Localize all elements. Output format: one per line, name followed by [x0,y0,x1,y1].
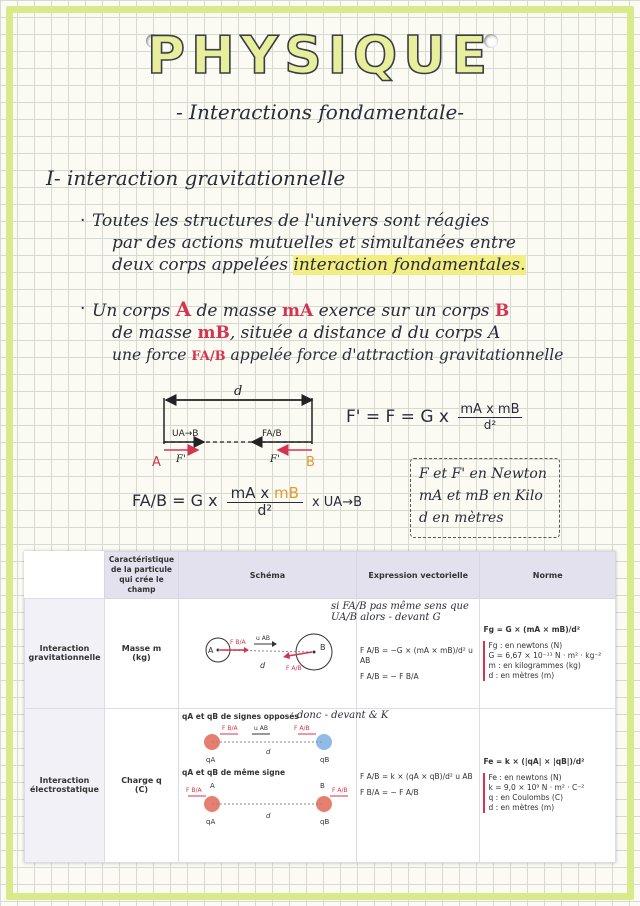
vector-formula-right: x UA→B [311,495,363,510]
schema-a-label: A [207,646,214,656]
schema-d-label: d [259,661,266,671]
table-row [25,708,616,862]
electrostatic-case-same: qA et qB de même signe [181,767,286,777]
row-electrostatic-carac-1: Charge q [121,776,162,786]
vector-formula [132,484,362,519]
bullet-1-line-1: Toutes les structures de l'univers sont réagies [92,211,490,231]
same-qb-label: qB [319,817,330,826]
bullet-2-line-3 [92,344,563,368]
same-fba-label: F B/A [185,786,202,794]
highlighted-term: interaction fondamentales. [293,255,526,275]
electrostatic-case-opposite [181,709,389,722]
electrostatic-schema-opposite [182,722,352,766]
page-subtitle: - Interactions fondamentale- [175,100,465,124]
law-fraction [458,402,521,432]
electrostatic-expr-2: F B/A = − F A/B [359,788,419,798]
bullet-2-line-1 [92,298,563,322]
b2-text-7: appelée force d'attraction gravitationnelle [225,346,564,364]
mass-b-label: mB [197,323,230,343]
point-a-label: A [152,455,161,470]
mass-a-label: mA [282,301,314,321]
b2-text-2: de masse [191,301,283,321]
interactions-table-grid [24,551,616,863]
body-a-label: A [175,297,192,321]
schema-fba-label: F B/A [229,639,246,647]
law-formula [346,402,522,432]
force-label: FA/B [191,349,226,364]
bullet-1-line-3-text: deux corps appelées [112,255,294,275]
gravitation-norme-formula: Fg = G × (mA × mB)/d² [483,625,581,635]
gravitation-fba-arrowhead [244,647,249,653]
row-gravitation-name: Interaction gravitationnelle [25,599,105,709]
vector-numerator-b: mB [273,484,299,502]
electrostatic-case-opposite-text: qA et qB de signes opposés [181,711,299,721]
header-expression: Expression vectorielle [356,552,480,599]
law-formula-left: F' = F = G x [346,407,449,427]
header-caracteristique: Caractéristique de la particule qui crée le champ [104,552,178,599]
row-electrostatic-name: Interaction électrostatique [25,708,105,862]
annotation-sign-electrostatic: donc - devant & K [296,709,389,721]
header-empty [25,552,105,599]
force-diagram [140,384,340,470]
opposite-d-label: d [265,747,271,756]
gravitation-uab-arrowhead [272,641,277,647]
gravitation-norme-l1: Fg : en newtons (N) [488,641,563,651]
units-note-line-3: d en mètres [419,510,504,526]
b2-text-1: Un corps [92,301,176,321]
row-electrostatic-expression [356,708,480,862]
force-prime-right-label: F' [270,454,280,465]
body-b-label: B [494,301,510,321]
distance-label: d [234,384,243,399]
same-qa-label: qA [205,817,216,826]
vector-fraction [227,484,303,519]
header-norme: Norme [480,552,616,599]
units-note-line-1: F et F' en Newton [419,466,547,482]
electrostatic-norme-units [483,773,612,813]
bullet-2: · Un corps A de masse mA exerce sur un corps B de masse mB, située a distance d du corps A une force FA/B appelée force d'attraction gravitationnelle [92,298,563,368]
gravitation-expr-1: F A/B = −G × (mA × mB)/d² u AB [359,646,473,666]
gravitation-norme-l3: m : en kilogrammes (kg) [488,661,581,671]
schema-uab-label: u AB [255,635,270,643]
electrostatic-schema-same [182,778,352,828]
same-a-label: A [209,781,215,790]
row-gravitation-schema [178,599,356,709]
force-ab-label: FA/B [262,429,282,439]
page-title: PHYSIQUE [146,26,494,86]
electrostatic-norme-l3: q : en Coulombs (C) [488,793,563,803]
opposite-fba-label: F B/A [221,724,238,732]
vector-numerator [227,484,303,503]
row-gravitation-carac-2: (kg) [132,653,151,663]
b2-text-6: une force [112,346,192,364]
row-electrostatic-carac-2: (C) [134,785,149,795]
b2-text-5: , située a distance d du corps A [229,323,501,343]
gravitation-schema [182,612,352,692]
same-d-label: d [265,811,271,820]
row-electrostatic-schema [178,708,389,862]
same-b-label: B [319,781,325,790]
section-title: I- interaction gravitationnelle [46,166,346,190]
opposite-fab-label: F A/B [293,724,310,732]
row-gravitation-carac-1: Masse m [121,644,162,654]
gravitation-expr-2: F A/B = − F B/A [359,672,419,682]
electrostatic-expr-1: F A/B = k × (qA × qB)/d² u AB [359,772,473,782]
gravitation-norme-units [483,641,612,681]
interactions-table [24,551,616,863]
opposite-qa-label: qA [205,755,216,764]
law-denominator: d² [483,418,497,432]
table-header-row [25,552,616,599]
vector-formula-left: FA/B = G x [132,491,218,510]
vector-denominator: d² [257,503,273,519]
units-note-line-2: mA et mB en Kilo [419,488,543,504]
gravitation-norme-l4: d : en mètres (m) [488,671,555,681]
units-note [410,458,560,538]
electrostatic-norme-formula: Fe = k × (|qA| × |qB|)/d² [483,757,585,767]
electrostatic-norme-l2: k = 9,0 × 10⁹ N · m² · C⁻² [488,783,585,793]
header-schema: Schéma [178,552,356,599]
vector-numerator-a: mA x [230,484,274,502]
b2-text-4: de masse [112,323,198,343]
row-electrostatic-carac [104,708,178,862]
bullet-1: · Toutes les structures de l'univers sont réagies par des actions mutuelles et simultanées entre deux corps appelées interaction fondamentales. [80,211,526,275]
schema-fab-label: F A/B [285,665,302,673]
law-numerator: mA x mB [460,402,520,417]
bullet-1-line-3 [92,254,526,276]
unit-vector-label: UA→B [172,429,199,439]
opposite-qb-label: qB [319,755,330,764]
table-row [25,599,616,709]
bullet-2-line-2 [92,322,563,344]
row-gravitation-expression [330,599,480,709]
electrostatic-norme-l4: d : en mètres (m) [488,803,555,813]
gravitation-fab-arrowhead [283,652,290,659]
bullet-1-line-2: par des actions mutuelles et simultanées entre [112,233,516,253]
opposite-uab-label: u AB [253,724,268,732]
force-prime-left-label: F' [176,454,186,465]
b2-text-3: exerce sur un corps [313,301,495,321]
electrostatic-norme-l1: Fe : en newtons (N) [488,773,562,783]
schema-b-label: B [319,643,326,653]
gravitation-norme-l2: G = 6,67 × 10⁻¹¹ N · m² · kg⁻² [488,651,602,661]
row-gravitation-carac [104,599,178,709]
annotation-sign-gravitation: si FA/B pas même sens que UA/B alors - devant G [330,601,469,623]
same-fab-label: F A/B [331,786,348,794]
row-gravitation-norme [480,599,616,709]
row-electrostatic-norme [480,708,616,862]
point-b-label: B [306,455,315,470]
